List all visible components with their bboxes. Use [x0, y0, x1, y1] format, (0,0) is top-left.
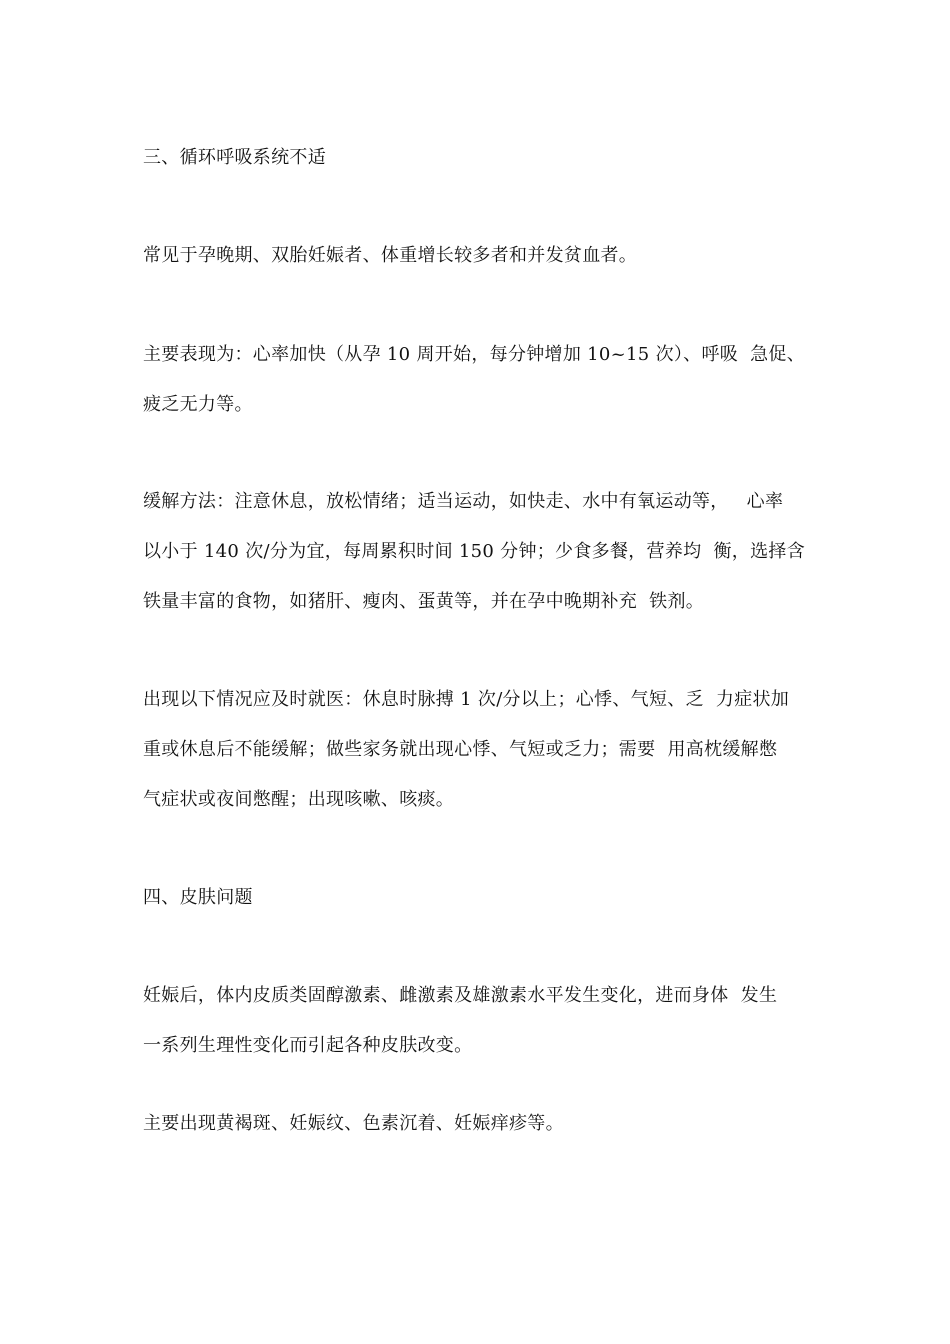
- paragraph-main-skin-changes: 主要出现黄褐斑、妊娠纹、色素沉着、妊娠痒疹等。: [143, 1113, 564, 1134]
- paragraph-symptoms-line-1: 主要表现为：心率加快（从孕 10 周开始，每分钟增加 10~15 次）、呼吸 急促、: [143, 344, 806, 365]
- paragraph-seek-care-line-3: 气症状或夜间憋醒；出现咳嗽、咳痰。: [143, 789, 455, 810]
- paragraph-seek-care-line-2: 重或休息后不能缓解；做些家务就出现心悸、气短或乏力；需要 用高枕缓解憋: [143, 739, 778, 760]
- paragraph-relief-line-3: 铁量丰富的食物，如猪肝、瘦肉、蛋黄等，并在孕中晚期补充 铁剂。: [143, 591, 705, 612]
- paragraph-cause-line-2: 一系列生理性变化而引起各种皮肤改变。: [143, 1035, 473, 1056]
- paragraph-relief-line-1: 缓解方法：注意休息，放松情绪；适当运动，如快走、水中有氧运动等， 心率: [143, 491, 784, 512]
- paragraph-seek-care-line-1: 出现以下情况应及时就医：休息时脉搏 1 次/分以上；心悸、气短、乏 力症状加: [143, 689, 790, 710]
- section-heading-skin-problems: 四、皮肤问题: [143, 887, 253, 908]
- section-heading-circulatory-respiratory: 三、循环呼吸系统不适: [143, 147, 326, 168]
- paragraph-symptoms-line-2: 疲乏无力等。: [143, 394, 253, 415]
- paragraph-cause-line-1: 妊娠后，体内皮质类固醇激素、雌激素及雄激素水平发生变化，进而身体 发生: [143, 985, 778, 1006]
- paragraph-common-groups: 常见于孕晚期、双胎妊娠者、体重增长较多者和并发贫血者。: [143, 245, 638, 266]
- paragraph-relief-line-2: 以小于 140 次/分为宜，每周累积时间 150 分钟；少食多餐，营养均 衡，选择含: [143, 541, 806, 562]
